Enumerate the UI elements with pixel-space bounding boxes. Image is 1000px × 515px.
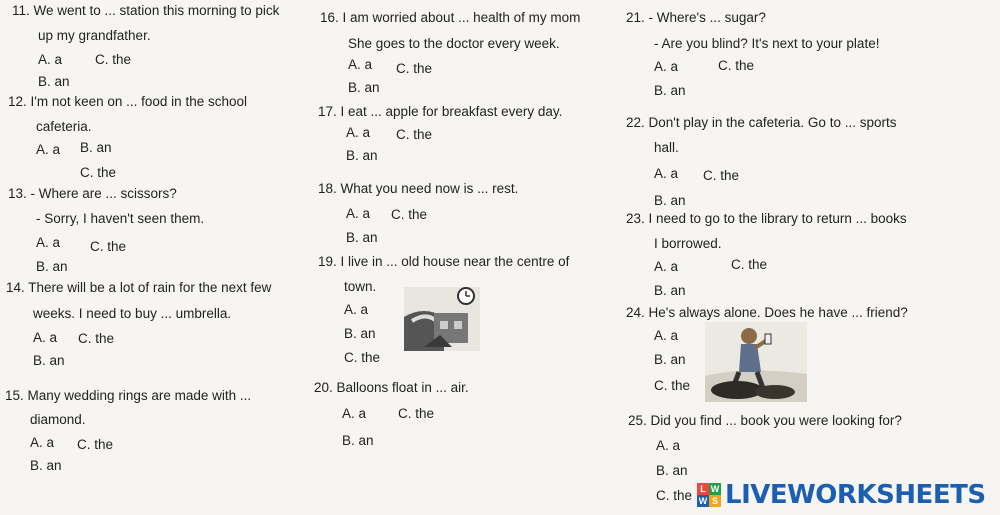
q16-option-b[interactable]: B. an [348, 80, 380, 95]
q16-text: 16. I am worried about ... health of my mom [320, 10, 581, 25]
q22-text-2: hall. [654, 140, 679, 155]
q25-option-b[interactable]: B. an [656, 463, 688, 478]
q22-text: 22. Don't play in the cafeteria. Go to ... sports [626, 115, 897, 130]
q19-text-2: town. [344, 279, 377, 294]
q15-option-a[interactable]: A. a [30, 435, 55, 450]
q11-option-c[interactable]: C. the [95, 52, 132, 67]
q14-option-b[interactable]: B. an [33, 353, 65, 368]
q15-text: 15. Many wedding rings are made with ... [5, 388, 252, 403]
q17-option-b[interactable]: B. an [346, 148, 378, 163]
q19-option-b[interactable]: B. an [344, 326, 376, 341]
q25-option-c[interactable]: C. the [656, 488, 693, 503]
boy-head [741, 328, 757, 344]
q21-option-c[interactable]: C. the [718, 58, 755, 73]
q24-option-c[interactable]: C. the [654, 378, 691, 393]
q13-option-a[interactable]: A. a [36, 235, 61, 250]
q15-option-b[interactable]: B. an [30, 458, 62, 473]
q19-option-c[interactable]: C. the [344, 350, 381, 365]
rock-shape [711, 381, 763, 399]
q18-option-a[interactable]: A. a [346, 206, 371, 221]
q21-option-a[interactable]: A. a [654, 59, 679, 74]
q13-text: 13. - Where are ... scissors? [8, 186, 177, 201]
q25-text: 25. Did you find ... book you were looking for? [628, 413, 902, 428]
q11-option-a[interactable]: A. a [38, 52, 63, 67]
q18-text: 18. What you need now is ... rest. [318, 181, 519, 196]
q14-text: 14. There will be a lot of rain for the next few [6, 280, 272, 295]
q16-option-c[interactable]: C. the [396, 61, 433, 76]
q13-option-c[interactable]: C. the [90, 239, 127, 254]
q13-option-b[interactable]: B. an [36, 259, 68, 274]
q16-option-a[interactable]: A. a [348, 57, 373, 72]
badge-letter: L [697, 483, 709, 495]
badge-letter: S [709, 495, 721, 507]
q11-text: 11. We went to ... station this morning to pick [12, 3, 280, 18]
brand-badge-icon [697, 483, 721, 507]
q23-option-a[interactable]: A. a [654, 259, 679, 274]
q13-text-2: - Sorry, I haven't seen them. [36, 211, 205, 226]
q15-text-2: diamond. [30, 412, 86, 427]
q19-text: 19. I live in ... old house near the centre of [318, 254, 570, 269]
q18-option-b[interactable]: B. an [346, 230, 378, 245]
badge-letter: W [698, 496, 708, 506]
q23-text: 23. I need to go to the library to return ... books [626, 211, 907, 226]
q22-option-b[interactable]: B. an [654, 193, 686, 208]
q20-option-a[interactable]: A. a [342, 406, 367, 421]
q17-option-a[interactable]: A. a [346, 125, 371, 140]
q17-option-c[interactable]: C. the [396, 127, 433, 142]
q21-text: 21. - Where's ... sugar? [626, 10, 766, 25]
liveworksheets-logo [697, 480, 986, 510]
q20-option-c[interactable]: C. the [398, 406, 435, 421]
q22-option-a[interactable]: A. a [654, 166, 679, 181]
q25-option-a[interactable]: A. a [656, 438, 681, 453]
q21-text-2: - Are you blind? It's next to your plate! [654, 36, 880, 51]
q18-option-c[interactable]: C. the [391, 207, 428, 222]
q12-text-2: cafeteria. [36, 119, 92, 134]
q14-option-a[interactable]: A. a [33, 330, 58, 345]
brand-name: LIVEWORKSHEETS [725, 480, 986, 510]
q23-option-b[interactable]: B. an [654, 283, 686, 298]
q19-option-a[interactable]: A. a [344, 302, 369, 317]
q12-option-b[interactable]: B. an [80, 140, 112, 155]
old-house-illustration [404, 287, 480, 351]
q20-text: 20. Balloons float in ... air. [314, 380, 469, 395]
q22-option-c[interactable]: C. the [703, 168, 740, 183]
q12-option-c[interactable]: C. the [80, 165, 117, 180]
q14-option-c[interactable]: C. the [78, 331, 115, 346]
q11-option-b[interactable]: B. an [38, 74, 70, 89]
lonely-boy-illustration [705, 322, 807, 402]
q12-text: 12. I'm not keen on ... food in the school [8, 94, 247, 109]
q24-text: 24. He's always alone. Does he have ... friend? [626, 305, 908, 320]
q15-option-c[interactable]: C. the [77, 437, 114, 452]
q23-option-c[interactable]: C. the [731, 257, 768, 272]
q11-text-2: up my grandfather. [38, 28, 151, 43]
q20-option-b[interactable]: B. an [342, 433, 374, 448]
q14-text-2: weeks. I need to buy ... umbrella. [33, 306, 232, 321]
badge-letter: W [710, 484, 720, 494]
q16-text-2: She goes to the doctor every week. [348, 36, 560, 51]
q23-text-2: I borrowed. [654, 236, 722, 251]
q24-option-a[interactable]: A. a [654, 328, 679, 343]
q21-option-b[interactable]: B. an [654, 83, 686, 98]
q12-option-a[interactable]: A. a [36, 142, 61, 157]
q17-text: 17. I eat ... apple for breakfast every day. [318, 104, 563, 119]
q24-option-b[interactable]: B. an [654, 352, 686, 367]
